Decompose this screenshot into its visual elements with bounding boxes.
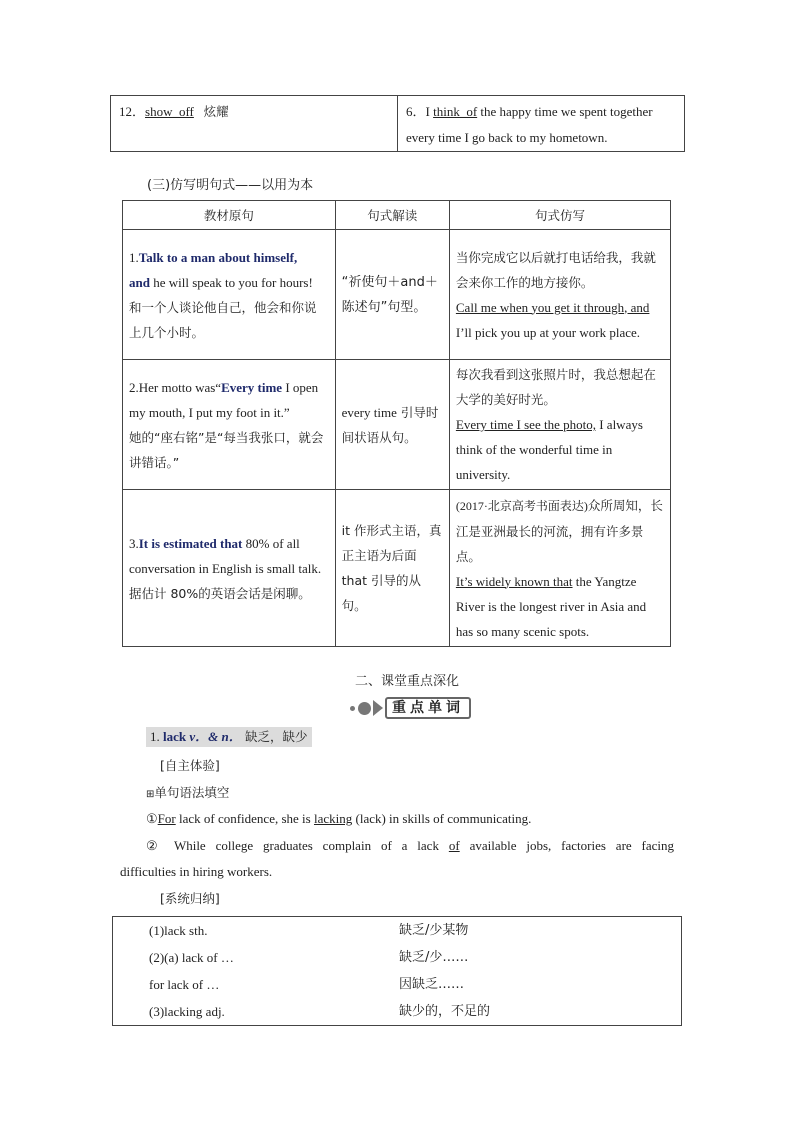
answer-blank: For [157,811,176,826]
original-sentence-cell: 1.Talk to a man about himself, and he will speak to you for hours! 和一个人谈论他自己，他会和你说上几个小时。 [123,230,336,360]
phrase-answer-table [110,95,685,152]
section-2-title: 二、课堂重点深化 [355,674,460,689]
imitation-cell: (2017·北京高考书面表达)众所周知，长江是亚洲最长的河流，拥有许多景点。 It’s widely known that the Yangtze River is the longest river in Asia and has so many scenic spots. [449,490,670,647]
section-3-title: (三)仿写明句式——以用为本 [147,178,314,193]
table-row [123,490,671,647]
answer-blank: Call me when you get it through, and [455,299,650,315]
table-row: for lack of … 因缺乏…… [149,977,465,992]
imitation-cell: 每次我看到这张照片时，我总想起在大学的美好时光。 Every time I see the photo, I always think of the wonderful time in university. [449,360,670,490]
original-sentence-cell: 2.Her motto was“Every time I open my mouth, I put my foot in it.” 她的“座右铭”是“每当我张口，就会讲错话。” [123,360,336,490]
table-header-row [123,201,671,230]
header-analysis: 句式解读 [335,201,449,230]
answer-blank: show_off [145,104,194,119]
grid-icon: ⊞ [146,789,155,800]
header-imitation: 句式仿写 [449,201,670,230]
summary-label: [系统归纳] [160,891,220,906]
exercise-2-line2: difficulties in hiring workers. [120,864,273,879]
summary-table [112,916,682,1026]
table-row: (1)lack sth. 缺乏/少某物 [149,923,469,938]
analysis-cell: every time 引导时间状语从句。 [335,360,449,490]
table-row [123,360,671,490]
key-words-banner [350,697,476,719]
answer-blank: think_of [433,104,478,119]
fill-blank-title: ⊞单句语法填空 [146,785,230,800]
banner-label: 重点单词 [385,697,471,719]
header-original: 教材原句 [123,201,336,230]
analysis-cell: it 作形式主语，真正主语为后面 that 引导的从句。 [335,490,449,647]
table-row [123,230,671,360]
answer-blank: It’s widely known that [455,573,573,589]
analysis-cell: “祈使句＋and＋陈述句”句型。 [335,230,449,360]
answer-blank: lacking [313,811,353,826]
sentence-imitation-table [122,200,671,647]
self-experience-label: [自主体验] [160,758,220,773]
phrase-cell-12: 12．show_off 炫耀 [111,96,398,152]
table-row: (3)lacking adj. 缺少的，不足的 [149,1004,491,1019]
dot-icon [358,702,371,715]
vocab-item-lack: 1. lack v．& n． 缺乏，缺少 [146,727,312,747]
arrow-icon [373,700,383,716]
exercise-1: ①For lack of confidence, she is lacking (lack) in skills of communicating. [146,811,532,826]
table-row: (2)(a) lack of … 缺乏/少…… [149,950,469,965]
dot-icon [350,706,355,711]
answer-blank: Every time I see the photo, [455,417,596,432]
answer-blank: of [448,838,460,853]
source-note: (2017·北京高考书面表达) [455,498,588,513]
imitation-cell: 当你完成它以后就打电话给我，我就会来你工作的地方接你。 Call me when you get it through, and I’ll pick you up at your work place. [449,230,670,360]
exercise-2: ② While college graduates complain of a lack of available jobs, factories are facing [146,838,675,853]
original-sentence-cell: 3.It is estimated that 80% of all conversation in English is small talk. 据估计 80%的英语会话是闲聊。 [123,490,336,647]
phrase-cell-6: 6．I think_of the happy time we spent together every time I go back to my hometown. [398,96,685,152]
